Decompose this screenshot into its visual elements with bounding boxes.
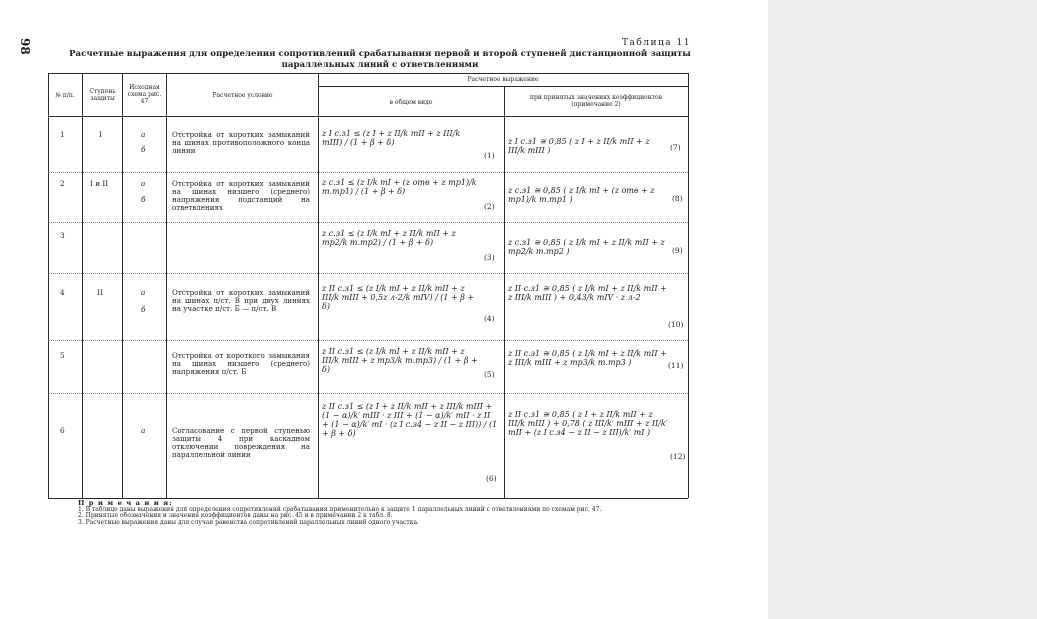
row-general-no: (6): [486, 474, 497, 483]
row-divider-1: [48, 172, 688, 173]
row-accepted-eq: z II с.з1 ≅ 0,85 ( z I/k тI + z II/k тII + z III/k тIII + z тр3/k т.тр3 ): [508, 349, 667, 367]
note-item: 2. Принятые обозначения и значения коэффициентов даны на рис. 45 и в примечании 2 к табл. 8.: [78, 512, 393, 520]
row-stage: I: [99, 130, 102, 139]
row-general-eq: z II с.з1 ≤ (z I + z II/k тII + z III/k тIII + (1 − α)/k′ тIII · z III + (1 − α)/k′ тII · z II + (1 − α)/k′ тI · (z I с.з4 − z II − z III)) / (1 + β + δ): [322, 402, 498, 438]
header-expression: Расчетное выражение: [467, 76, 539, 83]
row-condition: Отстройка от короткого замыкания на шинах низшего (среднего) напряжения п/ст. Б: [172, 351, 310, 377]
page-number: 98: [18, 38, 32, 55]
col-left-edge: [48, 73, 49, 498]
row-accepted-no: (12): [670, 452, 686, 461]
table-title-line1: Расчетные выражения для определения сопротивлений срабатывания первой и второй ступеней дистанционной защиты: [69, 49, 691, 59]
col-stage-edge: [122, 73, 123, 498]
header-bottom-rule: [48, 116, 688, 117]
row-divider-2: [48, 222, 688, 223]
row-accepted-eq: z I с.з1 ≅ 0,85 ( z I + z II/k тII + z III/k тIII ): [508, 137, 650, 155]
row-num: 3: [60, 231, 65, 240]
row-condition: Согласование с первой ступенью защиты 4 при каскадном отключении повреждения на параллельной линии: [172, 426, 310, 460]
note-item: 3. Расчетные выражения даны для случая равенства сопротивлений параллельных линий одного участка.: [78, 519, 419, 527]
row-scheme-a: а: [141, 179, 146, 188]
header-general: в общем виде: [389, 99, 433, 106]
row-general-no: (5): [484, 370, 495, 379]
col-general-edge: [504, 86, 505, 498]
row-general-eq: z II с.з1 ≤ (z I/k тI + z II/k тII + z III/k тIII + 0,5z л-2/k тIV) / (1 + β + δ): [322, 284, 475, 311]
row-accepted-no: (8): [672, 194, 683, 203]
row-accepted-no: (7): [670, 143, 681, 152]
row-num: 5: [60, 351, 65, 360]
table-top-rule: [48, 73, 688, 74]
notes: [78, 500, 718, 527]
header-accepted: при принятых значениях коэффициентов (примечание 2): [529, 94, 663, 108]
row-stage: II: [97, 288, 103, 297]
row-general-eq: z с.з1 ≤ (z I/k тI + z II/k тII + z тр2/k т.тр2) / (1 + β + δ): [322, 229, 456, 247]
header-sub-rule: [318, 86, 688, 87]
row-general-no: (1): [484, 151, 495, 160]
row-divider-5: [48, 393, 688, 394]
header-num: № п/п.: [55, 92, 75, 99]
row-general-eq: z с.з1 ≤ (z I/k тI + (z отв + z тр1)/k т.тр1) / (1 + β + δ): [322, 178, 477, 196]
row-scheme-a: а: [141, 426, 146, 435]
row-divider-4: [48, 340, 688, 341]
row-accepted-no: (9): [672, 246, 683, 255]
row-accepted-eq: z с.з1 ≅ 0,85 ( z I/k тI + z II/k тII + z тр2/k т.тр2 ): [508, 238, 665, 256]
row-accepted-eq: z II с.з1 ≅ 0,85 ( z I + z II/k тII + z III/k тIII ) + 0,78 ( z III/k′ тIII + z II/k′ тII + (z I с.з4 − z II − z III)/k′ тI ): [508, 410, 668, 437]
row-accepted-eq: z с.з1 ≅ 0,85 ( z I/k тI + (z отв + z тр1)/k т.тр1 ): [508, 186, 655, 204]
row-general-no: (2): [484, 202, 495, 211]
header-scheme: Исходная схема рис. 47: [127, 84, 162, 105]
row-num: 1: [60, 130, 65, 139]
row-divider-3: [48, 273, 688, 274]
note-item: 1. В таблице даны выражения для определения сопротивлений срабатывания применительно к защите 1 параллельных линий с ответвлениями по схемам рис. 47.: [78, 505, 602, 513]
row-condition: Отстройка от коротких замыканий на шинах противоположного конца линии: [172, 130, 310, 156]
row-scheme-b: б: [141, 195, 146, 204]
row-num: 2: [60, 179, 65, 188]
table-label: Таблица 11: [622, 38, 691, 48]
notes-heading: П р и м е ч а н и я:: [78, 499, 173, 507]
row-accepted-no: (10): [668, 320, 684, 329]
col-num-edge: [82, 73, 83, 498]
row-accepted-no: (11): [668, 361, 684, 370]
row-scheme-a: а: [141, 130, 146, 139]
table-title: [60, 49, 700, 71]
row-num: 6: [60, 426, 65, 435]
header-condition: Расчетное условие: [212, 92, 273, 99]
row-general-eq: z I с.з1 ≤ (z I + z II/k тII + z III/k тIII) / (1 + β + δ): [322, 129, 461, 147]
row-general-no: (3): [484, 253, 495, 262]
col-right-edge: [688, 73, 689, 498]
row-num: 4: [60, 288, 65, 297]
col-scheme-edge: [166, 73, 167, 498]
row-condition: Отстройка от коротких замыканий на шинах низшего (среднего) напряжения подстанций на ответвлениях: [172, 179, 310, 213]
table-title-line2: параллельных линий с ответвлениями: [281, 60, 479, 70]
row-accepted-eq: z II с.з1 ≅ 0,85 ( z I/k тI + z II/k тII + z III/k тIII ) + 0,43/k тIV · z л-2: [508, 284, 667, 302]
row-scheme-b: б: [141, 305, 146, 314]
row-general-eq: z II с.з1 ≤ (z I/k тI + z II/k тII + z III/k тIII + z тр3/k т.тр3) / (1 + β + δ): [322, 347, 478, 374]
row-general-no: (4): [484, 314, 495, 323]
empty-side-panel: [768, 0, 1037, 619]
row-stage: I и II: [90, 179, 109, 188]
row-scheme-a: а: [141, 288, 146, 297]
col-condition-edge: [318, 73, 319, 498]
row-condition: Отстройка от коротких замыканий на шинах п/ст. В при двух линиях на участке п/ст. Б — п/ст. В: [172, 288, 310, 314]
header-stage: Ступень защиты: [89, 88, 116, 102]
row-scheme-b: б: [141, 145, 146, 154]
